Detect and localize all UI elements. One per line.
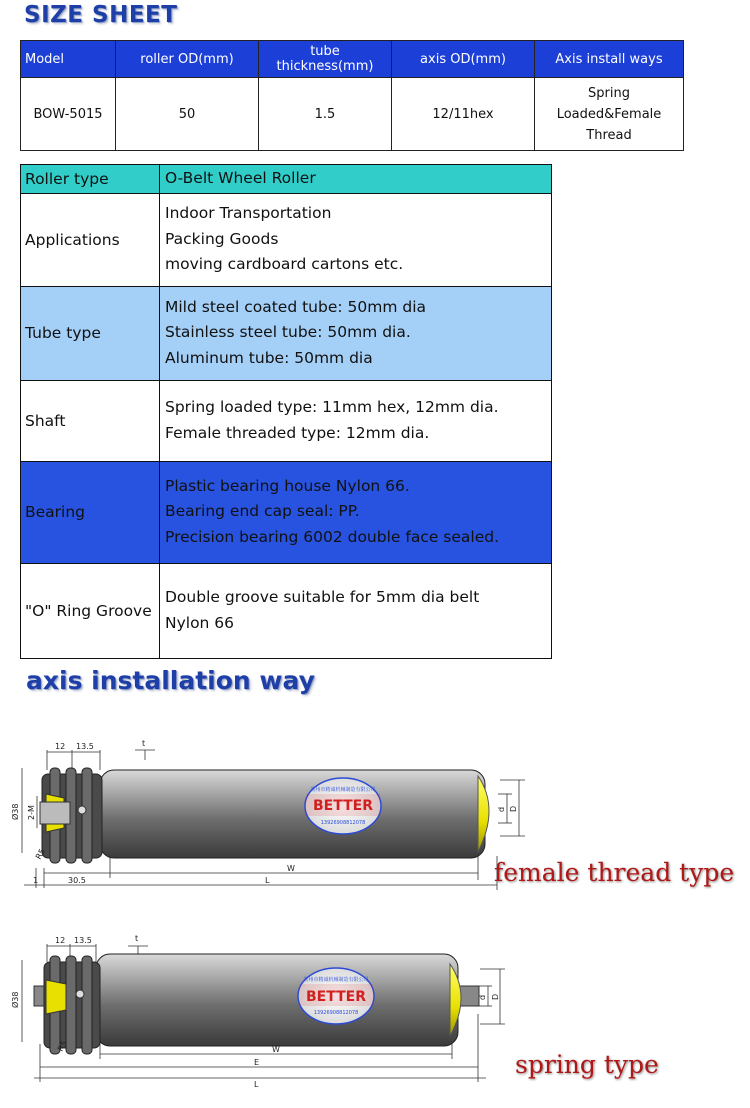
spec-line: Aluminum tube: 50mm dia [165, 348, 373, 367]
dim-od: Ø38 [11, 803, 20, 820]
spring-roller-drawing [0, 924, 540, 1100]
header-install-ways: Axis install ways [535, 41, 684, 78]
install-line: Thread [586, 127, 632, 143]
logo-top-text: 常州市精诚机械制造有限公司 [310, 787, 376, 793]
dim-D: D [491, 993, 500, 1000]
spec-line: Indoor Transportation [165, 204, 332, 223]
female-thread-type-label: female thread type [494, 858, 735, 887]
spec-line: Nylon 66 [165, 613, 235, 632]
spec-label: "O" Ring Groove [21, 563, 160, 658]
cell-roller-od: 50 [116, 78, 259, 151]
header-model: Model [21, 41, 116, 78]
spec-label: Applications [21, 193, 160, 286]
spec-line: moving cardboard cartons etc. [165, 255, 404, 274]
size-sheet-data-row [21, 78, 684, 151]
spec-header-label: Roller type [21, 165, 160, 194]
spec-label: Bearing [21, 461, 160, 563]
header-tube-thickness: tube thickness(mm) [259, 41, 392, 78]
female-thread-roller-drawing [0, 728, 560, 898]
dim-12: 12 [55, 936, 66, 945]
logo-bottom-text: 13926908812078 [313, 1010, 359, 1016]
spec-header-value: O-Belt Wheel Roller [160, 165, 552, 194]
spec-row-tube-type [21, 286, 552, 380]
spec-line: Female threaded type: 12mm dia. [165, 423, 430, 442]
size-sheet-table [20, 40, 684, 151]
logo-text: BETTER [306, 989, 366, 1005]
spec-line: Bearing end cap seal: PP. [165, 502, 360, 521]
spec-line: Double groove suitable for 5mm dia belt [165, 588, 480, 606]
spec-line: Mild steel coated tube: 50mm dia [165, 297, 427, 316]
header-roller-od: roller OD(mm) [116, 41, 259, 78]
size-sheet-title: SIZE SHEET [24, 2, 178, 28]
spec-value [160, 286, 552, 380]
spec-line: Spring loaded type: 11mm hex, 12mm dia. [165, 398, 499, 416]
cell-tube-thickness: 1.5 [259, 78, 392, 151]
spec-row-shaft [21, 380, 552, 461]
dim-e: E [254, 1058, 260, 1067]
spec-table [20, 164, 552, 659]
dim-d: d [497, 806, 506, 812]
spec-row-o-ring-groove [21, 563, 552, 658]
spec-row-applications [21, 193, 552, 286]
dim-12: 12 [55, 742, 66, 751]
spec-line: Plastic bearing house Nylon 66. [165, 476, 410, 495]
dim-m: 2-M [27, 805, 36, 820]
spec-header-row [21, 165, 552, 194]
cell-model: BOW-5015 [21, 78, 116, 151]
spring-type-label: spring type [515, 1050, 659, 1079]
dim-13-5: 13.5 [74, 936, 92, 945]
spec-value [160, 380, 552, 461]
spec-value [160, 563, 552, 658]
logo-top-text: 常州市精诚机械制造有限公司 [303, 977, 369, 983]
dim-t: t [135, 934, 139, 943]
install-line: Loaded&Female [556, 106, 662, 122]
install-line: Spring [588, 85, 630, 101]
spec-line: Stainless steel tube: 50mm dia. [165, 323, 411, 342]
size-sheet-header-row [21, 41, 684, 78]
dim-1: 1 [33, 876, 39, 885]
dim-w: W [287, 864, 295, 873]
dim-od: Ø38 [11, 991, 20, 1008]
logo-text: BETTER [313, 798, 373, 814]
dim-13-5: 13.5 [76, 742, 94, 751]
spec-line: Packing Goods [165, 229, 279, 248]
dim-d: d [478, 994, 487, 1000]
spec-label: Shaft [21, 380, 160, 461]
dim-D: D [509, 805, 518, 812]
dim-l: L [265, 876, 270, 885]
spec-value [160, 461, 552, 563]
dim-r5: R5 [33, 847, 48, 861]
spec-value [160, 193, 552, 286]
dim-l: L [254, 1080, 259, 1089]
dim-r5: R5 [55, 1039, 70, 1053]
cell-install-ways [535, 78, 684, 151]
spec-label: Tube type [21, 286, 160, 380]
dim-t: t [142, 739, 146, 748]
logo-bottom-text: 13926908812078 [320, 820, 366, 826]
cell-axis-od: 12/11hex [392, 78, 535, 151]
axis-installation-title: axis installation way [26, 666, 315, 695]
dim-w: W [272, 1045, 280, 1054]
spec-row-bearing [21, 461, 552, 563]
header-axis-od: axis OD(mm) [392, 41, 535, 78]
spec-line: Precision bearing 6002 double face sealed. [165, 527, 500, 546]
dim-30-5: 30.5 [68, 876, 86, 885]
